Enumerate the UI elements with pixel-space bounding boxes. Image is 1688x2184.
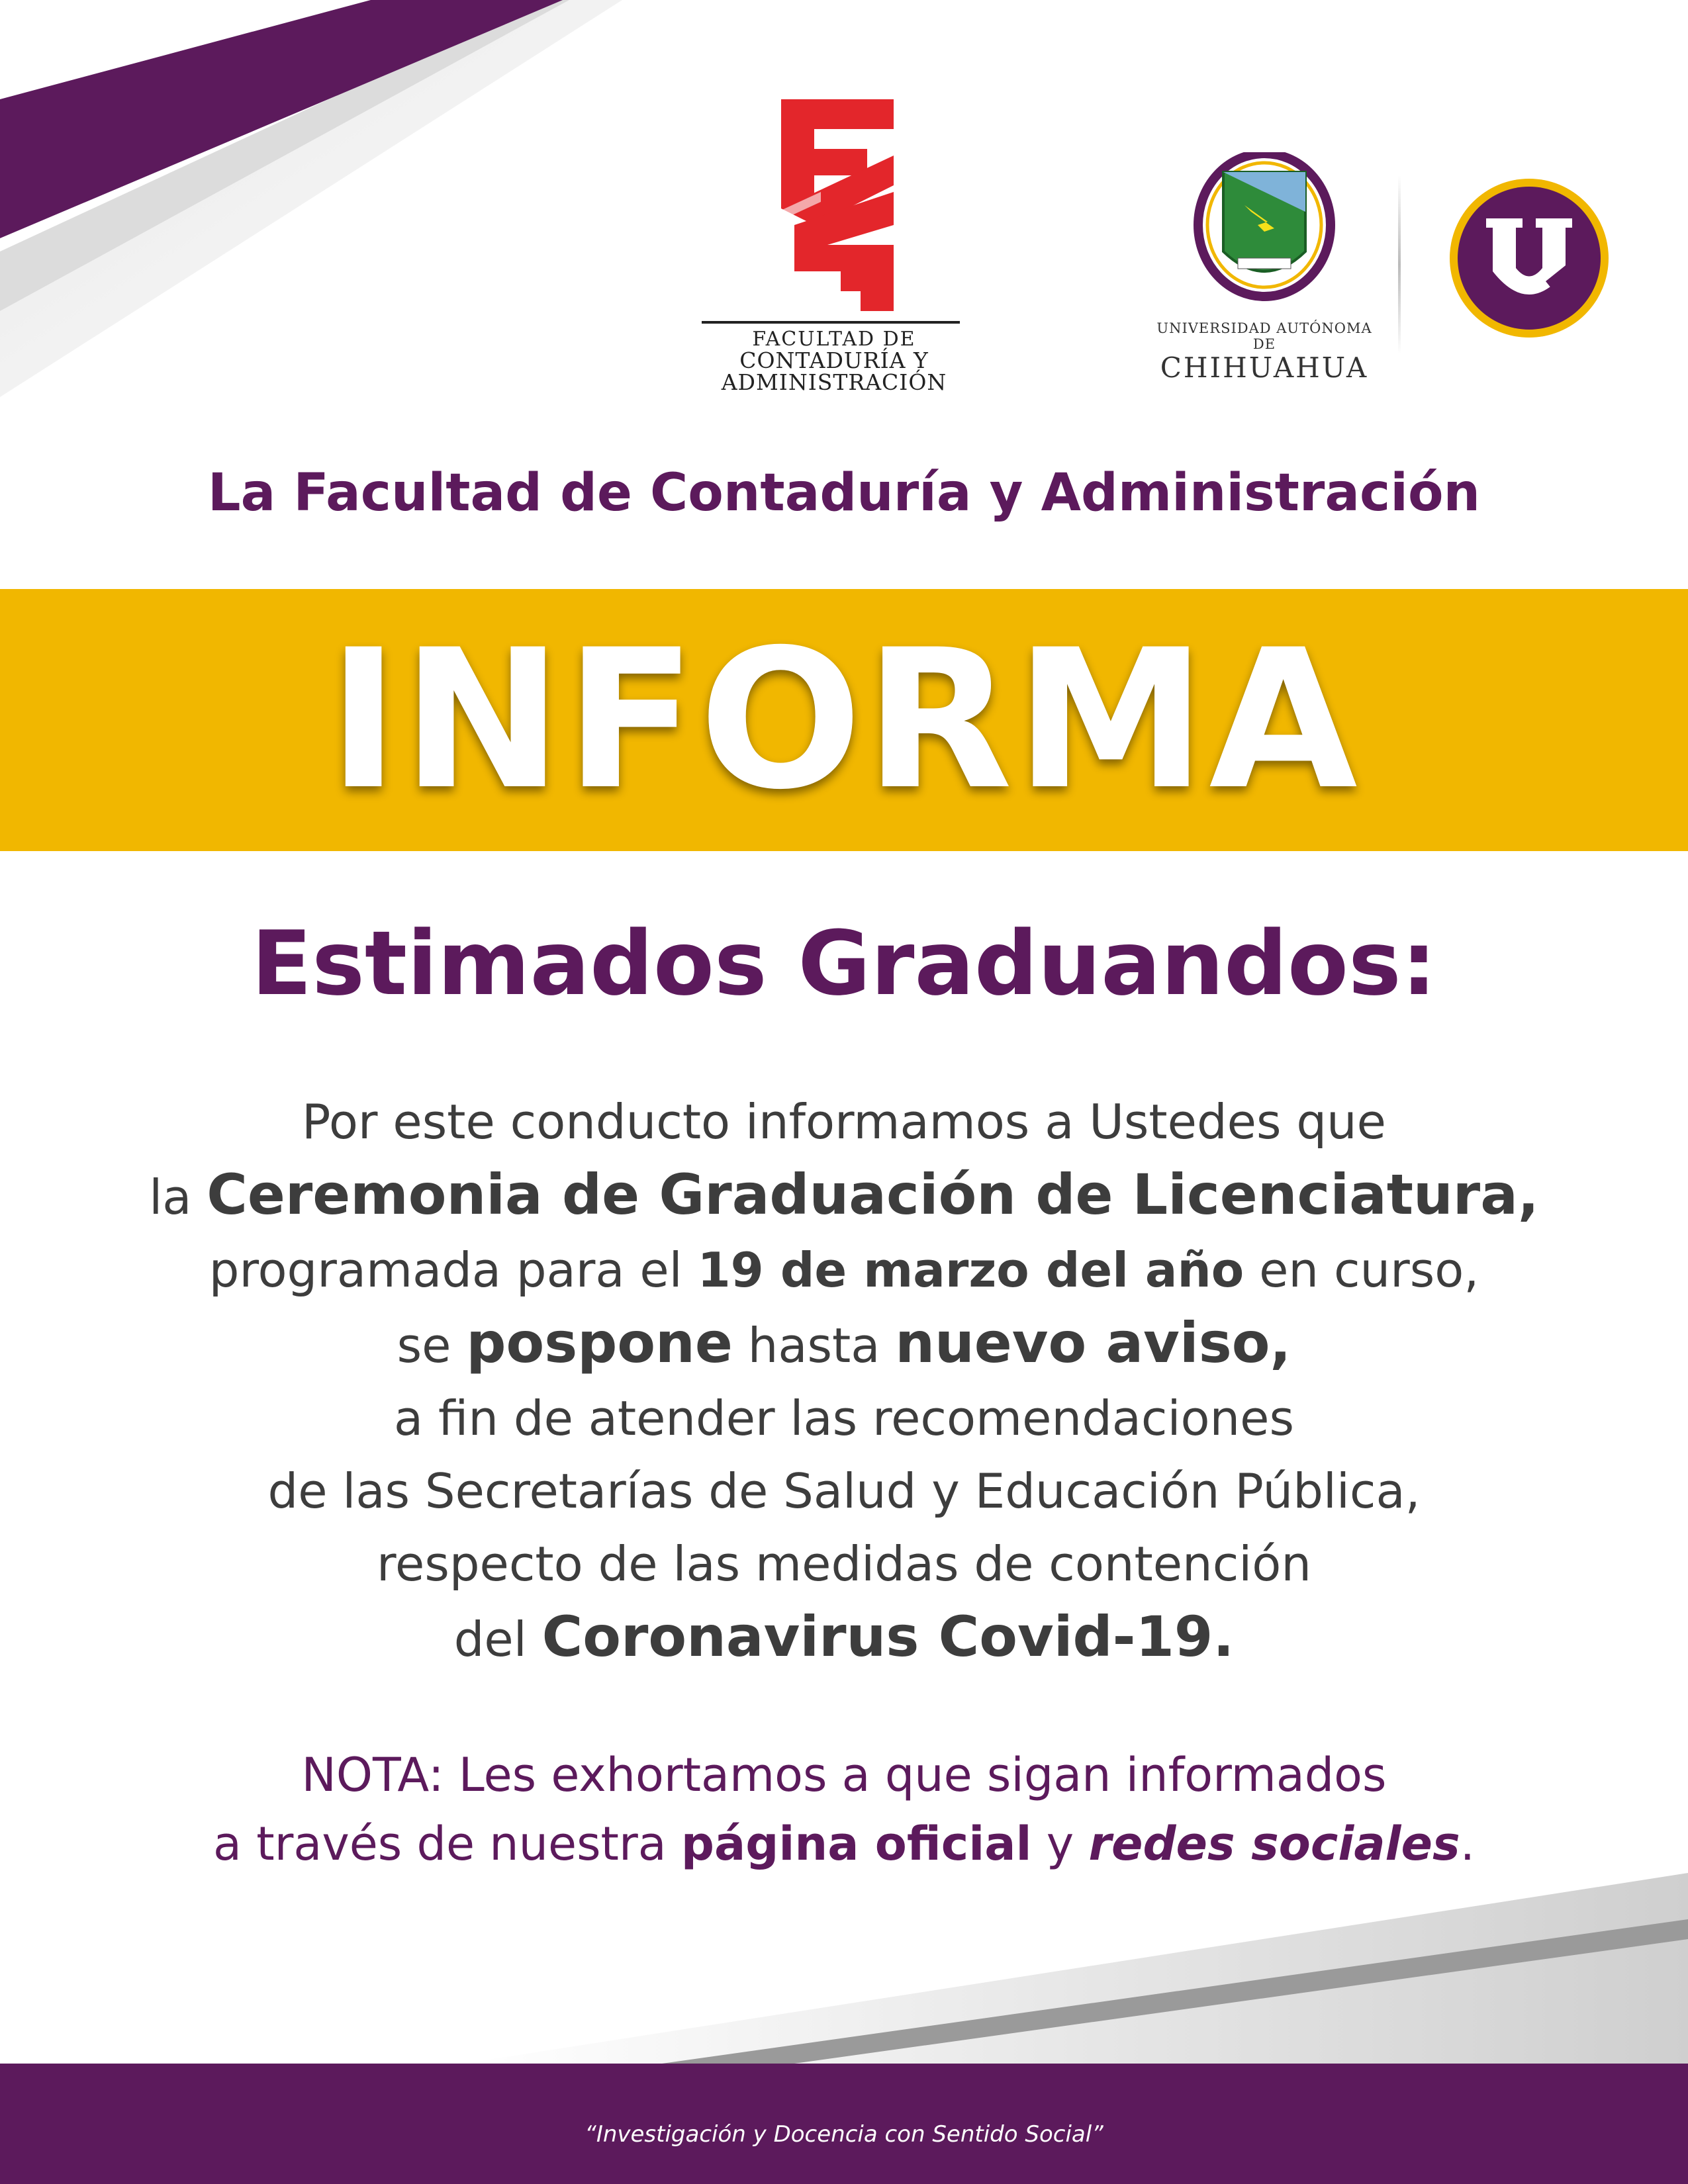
- new-notice-phrase: nuevo aviso,: [895, 1310, 1291, 1375]
- body-text-1: Por este conducto informamos a Ustedes que: [302, 1094, 1386, 1150]
- body-text-4a: se: [397, 1318, 467, 1373]
- body-line-7: [66, 1527, 1622, 1600]
- fca-emblem-icon: [702, 93, 966, 318]
- fca-text-line1: FACULTAD DE: [752, 328, 916, 351]
- salutation: Estimados Graduandos:: [251, 912, 1437, 1015]
- body-text-2a: la: [149, 1169, 207, 1225]
- body-line-4: [66, 1306, 1622, 1382]
- uach-shield-icon: [1152, 152, 1377, 311]
- informa-band: [0, 589, 1688, 851]
- body-text-3c: en curso,: [1244, 1242, 1479, 1298]
- fca-wordmark: [702, 330, 966, 393]
- u-logo: [1446, 175, 1612, 341]
- ceremony-name: Ceremonia de Graduación de Licenciatura,: [207, 1162, 1539, 1227]
- logo-divider: [1398, 175, 1401, 354]
- body-text-7: respecto de las medidas de contención: [377, 1536, 1311, 1592]
- note-text-2e: .: [1460, 1817, 1475, 1871]
- body-line-2: [66, 1158, 1622, 1234]
- informa-title: INFORMA: [328, 608, 1360, 832]
- bottom-gray-sweep: [463, 1873, 1688, 2064]
- covid-phrase: Coronavirus Covid-19.: [541, 1604, 1235, 1669]
- body-line-3: [66, 1234, 1622, 1306]
- body-text-6: de las Secretarías de Salud y Educación Pública,: [267, 1463, 1421, 1519]
- u-circle-icon: [1446, 175, 1612, 341]
- fca-text-line3: ADMINISTRACIÓN: [721, 369, 947, 395]
- body-line-5: [66, 1382, 1622, 1455]
- body-line-8: [66, 1600, 1622, 1676]
- official-page-phrase: página oficial: [680, 1817, 1032, 1871]
- note: [66, 1741, 1622, 1878]
- body-line-6: [66, 1455, 1622, 1527]
- fca-logo: [702, 93, 966, 410]
- postpone-word: pospone: [466, 1310, 733, 1375]
- note-line-1: [66, 1741, 1622, 1809]
- social-networks-phrase: redes sociales: [1088, 1817, 1460, 1871]
- uach-wordmark: [1145, 320, 1383, 385]
- fca-text-line2: CONTADURÍA Y: [739, 347, 929, 373]
- uach-text-line1: UNIVERSIDAD AUTÓNOMA DE: [1156, 320, 1372, 353]
- footer-slogan: “Investigación y Docencia con Sentido Social”: [585, 2121, 1103, 2148]
- body-text-8a: del: [453, 1612, 542, 1667]
- note-text-2a: a través de nuestra: [213, 1817, 681, 1871]
- faculty-title: La Facultad de Contaduría y Administración: [207, 463, 1481, 523]
- announcement-body: [66, 1085, 1622, 1676]
- note-text-2c: y: [1031, 1817, 1089, 1871]
- fca-rule: [702, 321, 960, 324]
- ceremony-date: 19 de marzo del año: [697, 1242, 1244, 1298]
- uach-text-line2: CHIHUAHUA: [1160, 351, 1369, 385]
- body-text-5: a fin de atender las recomendaciones: [394, 1390, 1294, 1446]
- note-text-1: NOTA: Les exhortamos a que sigan informados: [301, 1748, 1387, 1802]
- note-line-2: [66, 1809, 1622, 1878]
- body-text-3a: programada para el: [209, 1242, 698, 1298]
- body-line-1: [66, 1085, 1622, 1158]
- body-text-4c: hasta: [732, 1318, 896, 1373]
